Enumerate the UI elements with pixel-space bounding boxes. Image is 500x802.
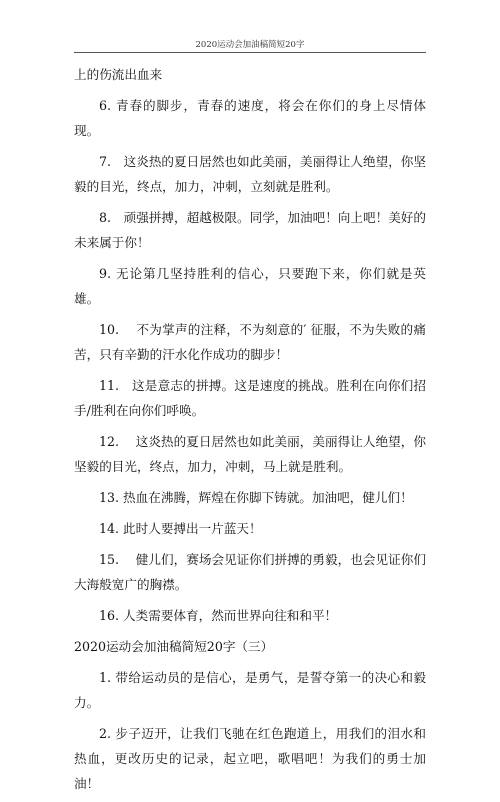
paragraph-continuation: 上的伤流出血来 [74,67,163,82]
cheer-item-11: 11. 这是意志的拼搏。这是速度的挑战。胜利在向你们招手/胜利在向你们呼唤。 [74,378,426,418]
document-body [74,62,426,802]
page-header: 2020运动会加油稿简短20字 [195,40,305,50]
cheer-item-6: 6. 青春的脚步，青春的速度，将会在你们的身上尽情体现。 [74,98,426,138]
cheer-item-10: 10. 不为掌声的注释，不为刻意的′ 征服，不为失败的痛苦，只有辛勤的汗水化作成功的脚步！ [74,322,426,362]
cheer-item-13: 13. 热血在沸腾，辉煌在你脚下铸就。加油吧，健儿们！ [99,490,413,505]
cheer-item-9: 9. 无论第几坚持胜利的信心，只要跑下来，你们就是英雄。 [74,266,426,306]
cheer-item-16: 16. 人类需要体育，然而世界向往和和平！ [99,608,338,623]
cheer-item-7: 7. 这炎热的夏日居然也如此美丽，美丽得让人绝望，你坚毅的目光，终点，加力，冲刺，立刻就是胜利。 [74,154,426,194]
header-divider [74,52,426,53]
cheer-item-12: 12. 这炎热的夏日居然也如此美丽，美丽得让人绝望，你坚毅的目光，终点，加力，冲刺，马上就是胜利。 [74,434,426,474]
cheer-item-15: 15. 健儿们，赛场会见证你们拼搏的勇毅，也会见证你们大海般宽广的胸襟。 [74,552,426,592]
section-heading: 2020运动会加油稿简短20字（三） [74,639,274,654]
cheer-item-8: 8. 顽强拼搏，超越极限。同学，加油吧！向上吧！美好的未来属于你！ [74,210,426,250]
cheer-item-2: 2. 步子迈开，让我们飞驰在红色跑道上，用我们的泪水和热血，更改历史的记录，起立吧，歌唱吧！为我们的勇士加油！ [74,726,426,791]
cheer-item-1: 1. 带给运动员的是信心，是勇气，是誓夺第一的决心和毅力。 [74,670,426,710]
cheer-item-14: 14. 此时人要搏出一片蓝天！ [99,521,262,536]
